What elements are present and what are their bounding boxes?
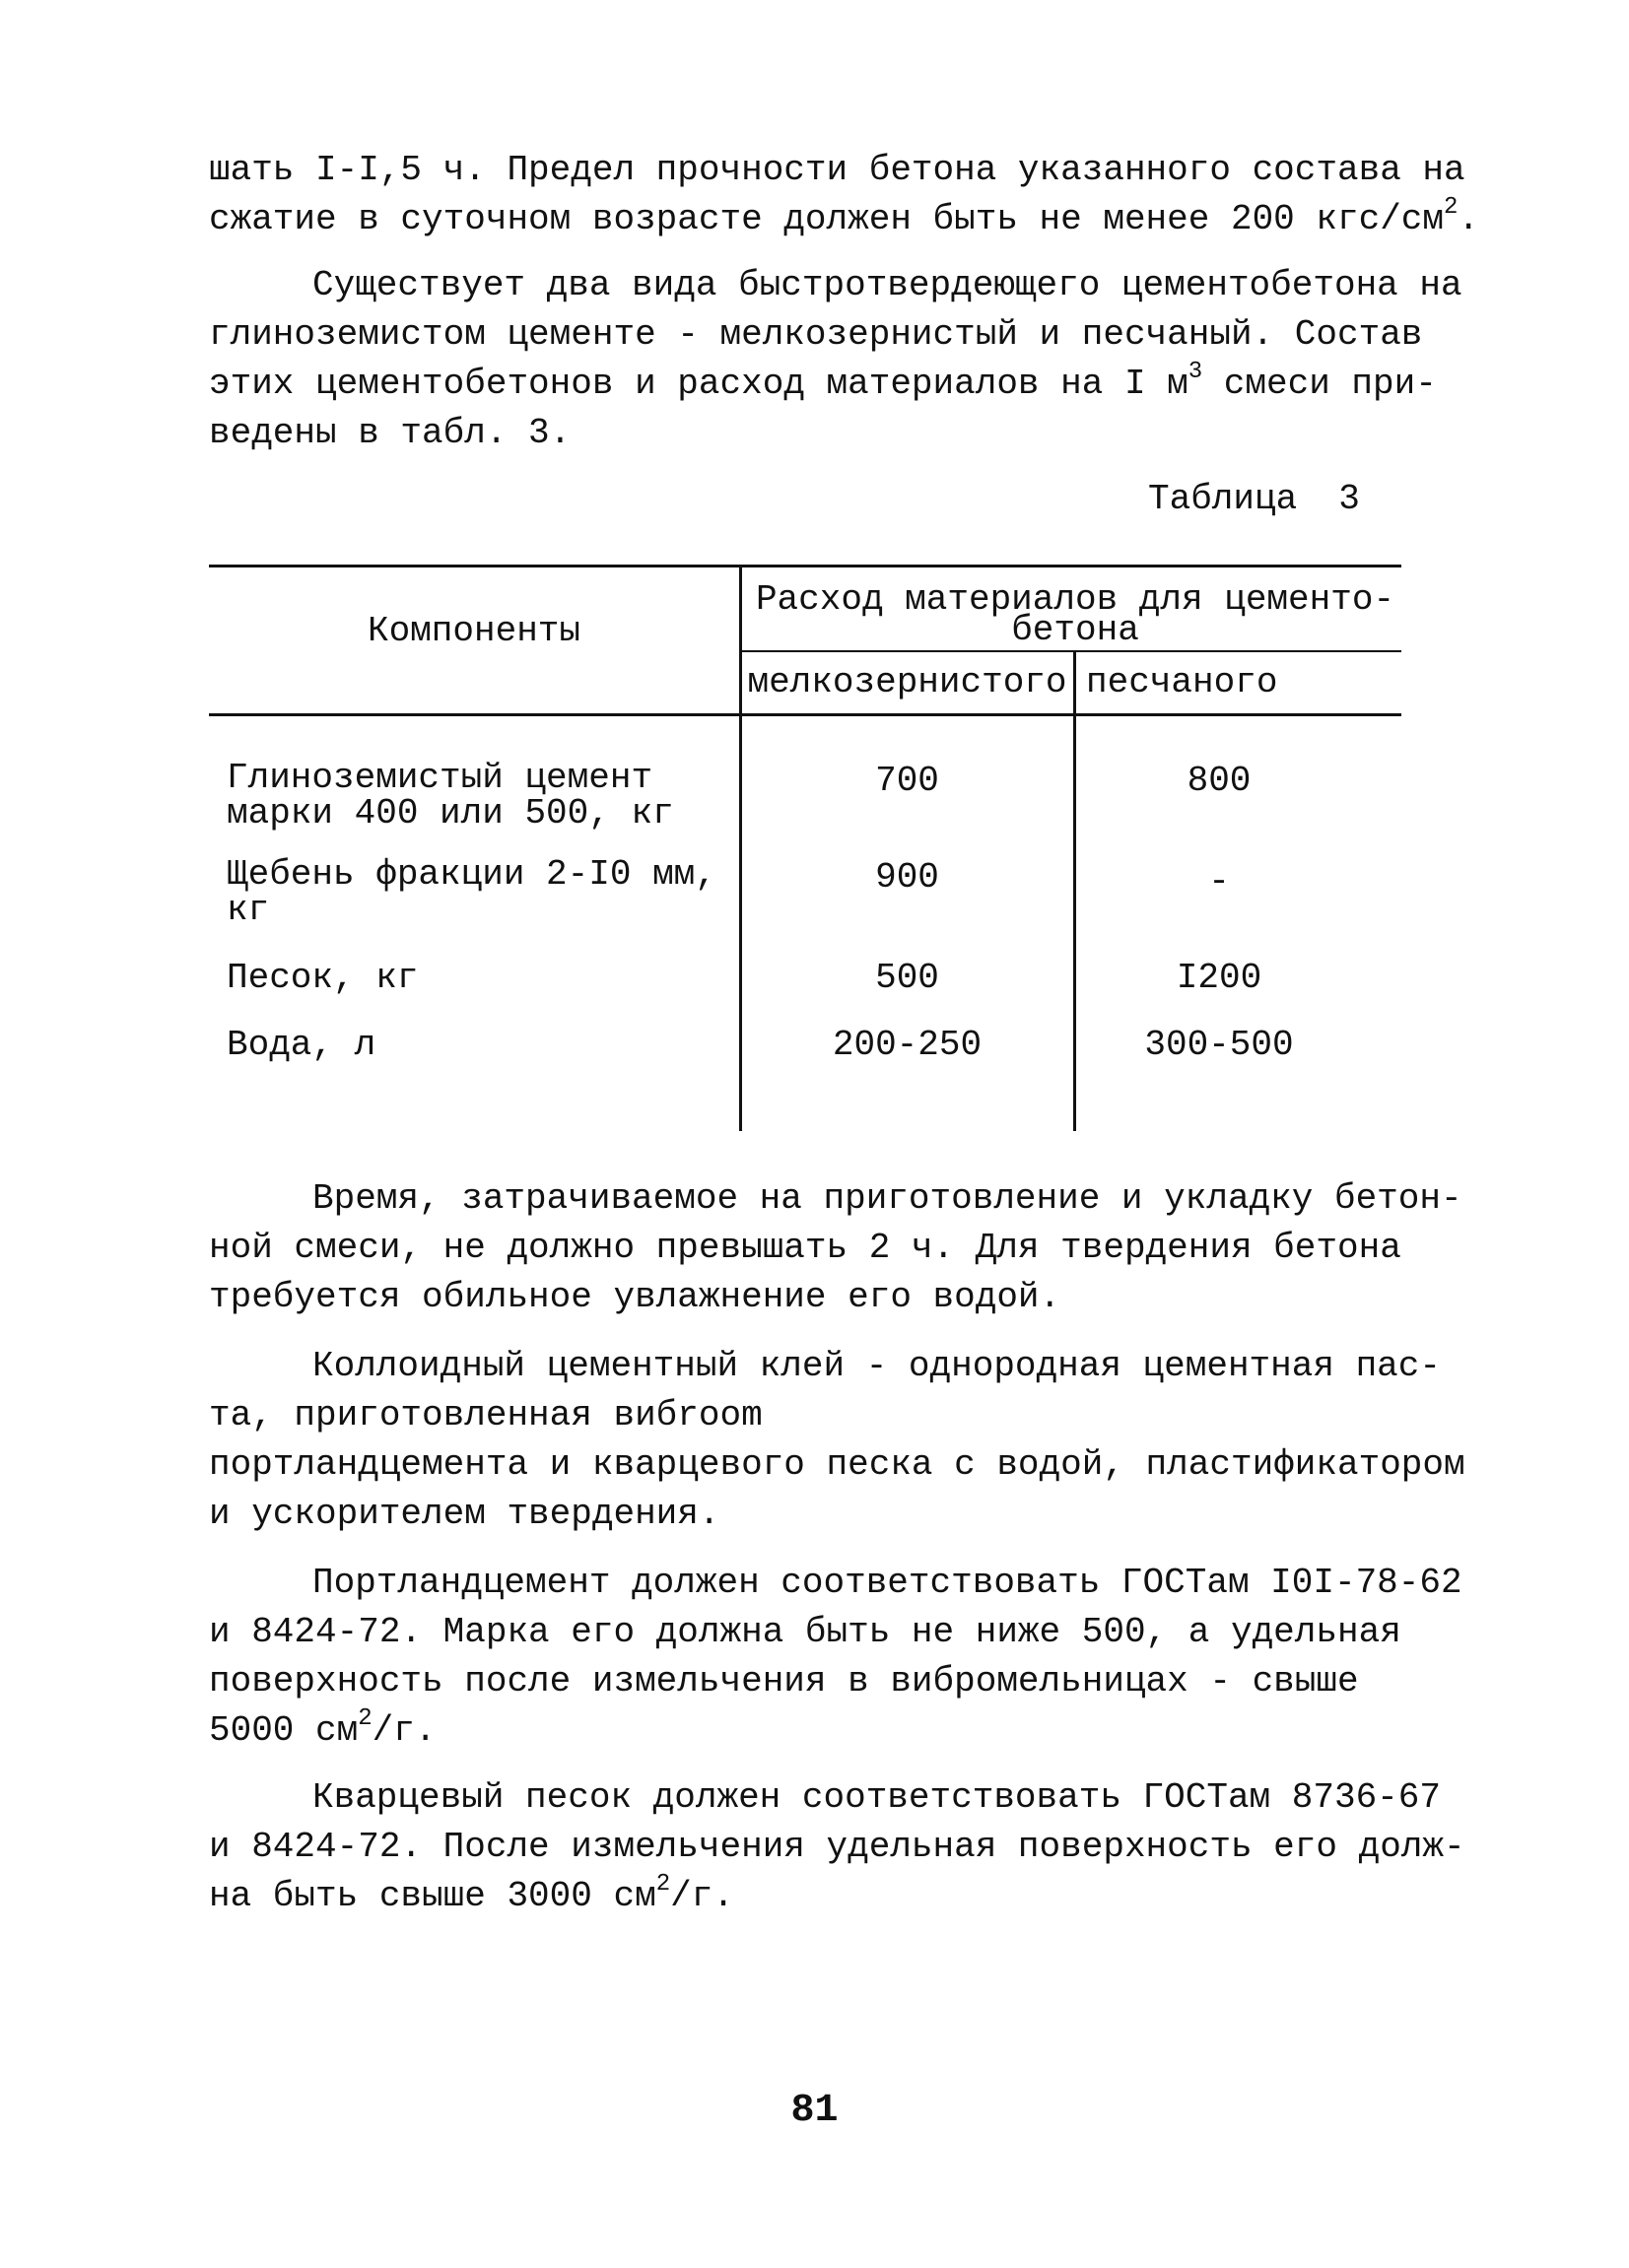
text-line: Портландцемент должен соответствовать ГОСТам I0I-78-62 [312,1563,1462,1603]
text-line: та, приготовленная вибroom [209,1395,763,1435]
header-sandy: песчаного [1086,662,1278,702]
table-group-rule [741,650,1401,652]
paragraph-6 [209,1773,1465,1921]
paragraph-5 [209,1559,1462,1756]
paragraph-1 [209,146,1480,244]
text-line: поверхность после измельчения в вибромельницах - свыше [209,1661,1359,1701]
table-top-rule [209,565,1401,567]
text-line: и 8424-72. Марка его должна быть не ниже 500, а удельная [209,1612,1401,1652]
table-cell-fine: 900 [875,857,939,898]
text-line: на быть свыше 3000 $см^2/г$. [209,1871,734,1916]
text-line: ведены в табл. 3. [209,413,572,453]
text-line: глиноземистом цементе - мелкозернистый и песчаный. Состав [209,314,1423,355]
table-cell-sand: 800 [1187,761,1252,801]
table-header-rule [209,713,1401,716]
paragraph-3 [209,1174,1462,1322]
text-line: Существует два вида быстротвердеющего цементобетона на [312,265,1462,305]
text-line: требуется обильное увлажнение его водой. [209,1277,1061,1317]
header-group-line2: бетона [1011,610,1139,650]
table-row-label: Щебень фракции 2-I0 мм, кг [227,854,716,930]
text-line: портландцемента и кварцевого песка с водой, пластификатором [209,1444,1465,1485]
table-cell-fine: 500 [875,958,939,998]
text-line: Кварцевый песок должен соответствовать ГОСТам 8736-67 [312,1777,1441,1818]
paragraph-4 [209,1342,1465,1539]
table-cell-fine: 700 [875,761,939,801]
table-cell-sand: 300-500 [1144,1025,1294,1065]
text-line: Коллоидный цементный клей - однородная цементная пас- [312,1346,1441,1386]
header-components: Компоненты [367,611,581,651]
text-line: Время, затрачиваемое на приготовление и укладку бетон- [312,1178,1462,1219]
text-line: этих цементобетонов и расход материалов на I $м^3$ смеси при- [209,359,1437,404]
text-line: и 8424-72. После измельчения удельная поверхность его долж- [209,1827,1465,1867]
table-cell-fine: 200-250 [832,1025,983,1065]
table-cell-sand: I200 [1176,958,1262,998]
header-group-line1: Расход материалов для цементо- [755,579,1395,620]
header-fine-grained: мелкозернистого [747,662,1067,702]
text-line: 5000 $см^2/г$. [209,1705,437,1751]
table-caption [1148,475,1360,524]
page-number: 81 [790,2089,839,2133]
text-line: сжатие в суточном возрасте должен быть не менее 200 кгс/$см^2$. [209,194,1480,239]
text-line: и ускорителем твердения. [209,1494,720,1534]
text-line: шать I-I,5 ч. Предел прочности бетона указанного состава на [209,150,1465,190]
table-row-label: Вода, л [227,1025,376,1065]
table-caption-label: Таблица [1148,479,1298,519]
paragraph-2 [209,261,1462,458]
table-row-label: Глиноземистый цемент марки 400 или 500, кг [227,758,674,834]
table-row-label: Песок, кг [227,958,419,998]
table-caption-number: 3 [1338,479,1360,519]
table-cell-sand: - [1208,861,1230,901]
text-line: ной смеси, не должно превышать 2 ч. Для твердения бетона [209,1228,1401,1268]
